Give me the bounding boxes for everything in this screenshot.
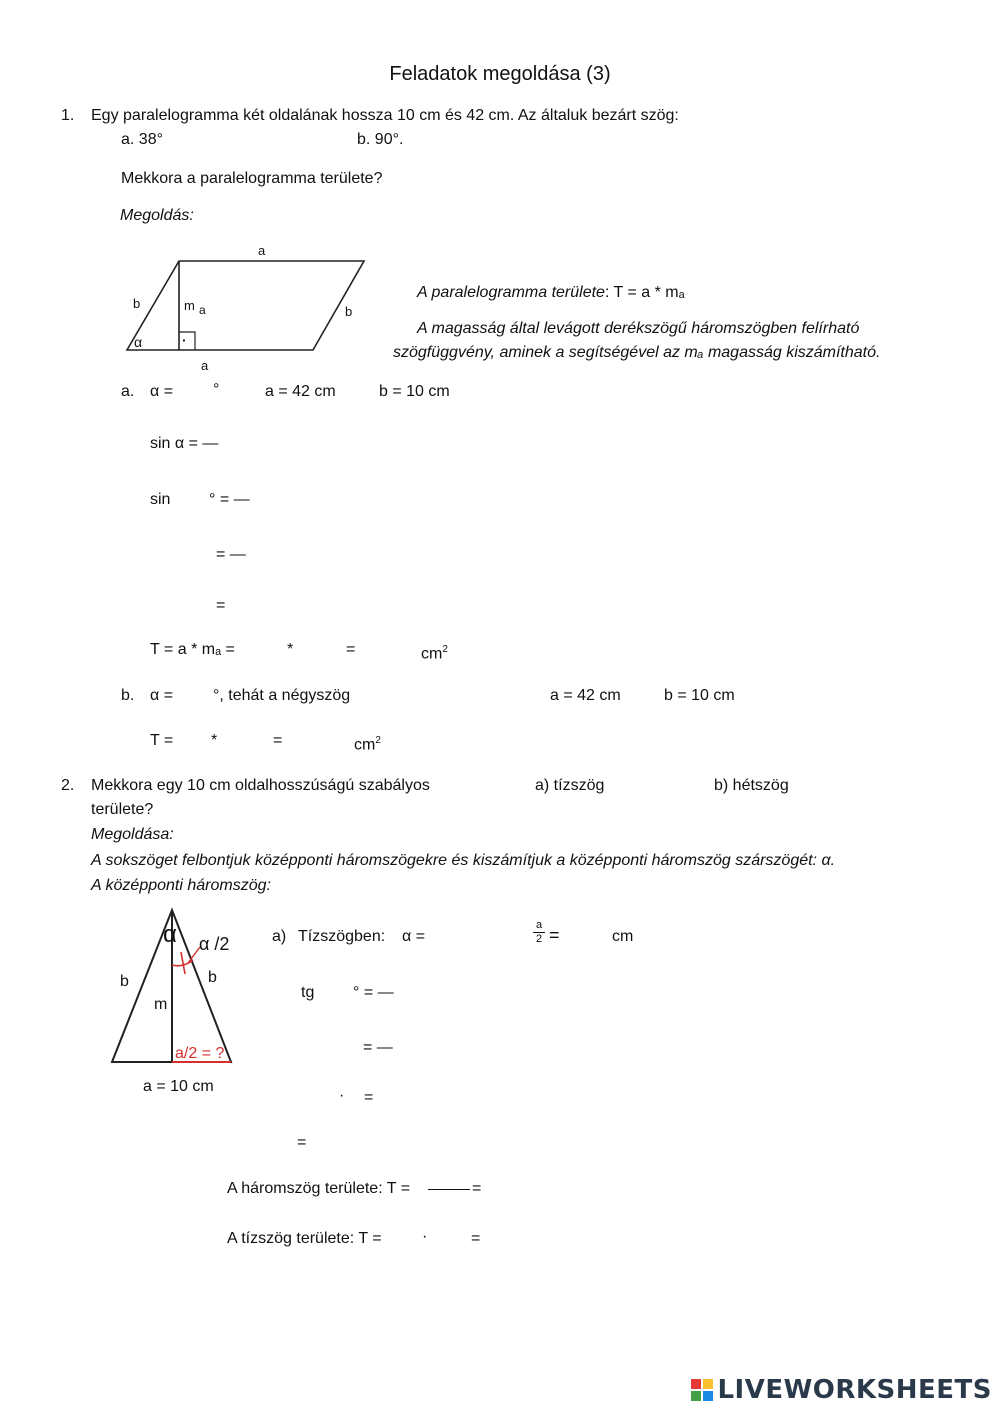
area-formula-prefix: A paralelogramma területe: [417, 284, 605, 301]
decagon-area-label: A tízszög területe: T =: [227, 1230, 382, 1247]
task2-number: 2.: [61, 777, 75, 794]
sin-label: sin: [150, 491, 171, 508]
task2a-decagon-label: Tízszögben:: [298, 928, 386, 945]
diagram-a-bottom: a: [201, 358, 209, 373]
triangle-area-label: A háromszög területe: T =: [227, 1180, 411, 1197]
diagram-m-subscript: a: [199, 303, 206, 317]
tg-equation: ° = ―: [353, 984, 394, 1001]
unit-cm: cm: [354, 736, 376, 754]
part-b-b-value: b = 10 cm: [664, 687, 735, 704]
task2-text-continued: területe?: [91, 801, 154, 818]
multiply-dot: ·: [339, 1087, 345, 1104]
equation-step-1: = ―: [216, 546, 246, 563]
part-a-label: a.: [121, 383, 135, 400]
sin-alpha-equation: sin α = ―: [150, 435, 219, 452]
triangle-area-equals: =: [472, 1180, 482, 1197]
fraction-numerator: a: [535, 919, 543, 931]
unit-cm: cm: [421, 645, 443, 663]
diagram-b-right: b: [345, 304, 353, 319]
task2-description: A sokszöget felbontjuk középponti háromszögekre és kiszámítjuk a középponti háromszög szárszögét: α.: [91, 852, 836, 869]
part-b-area-equals: =: [273, 732, 283, 749]
task2-option-a: a) tízszög: [535, 777, 605, 794]
part-b-degree-text: °, tehát a négyszög: [213, 687, 351, 704]
logo-square-green: [691, 1391, 701, 1401]
task1-text: Egy paralelogramma két oldalának hossza 10 cm és 42 cm. Az általuk bezárt szög:: [91, 107, 679, 124]
height-explanation-2: szögfüggvény, aminek a segítségével az mₐ magasság kiszámítható.: [393, 344, 881, 361]
logo-square-blue: [703, 1391, 713, 1401]
task2a-label: a): [272, 928, 287, 945]
diagram-b-left: b: [133, 296, 141, 311]
task1-option-b: b. 90°.: [357, 131, 404, 148]
unit-superscript: 2: [375, 735, 381, 746]
task1-number: 1.: [61, 107, 75, 124]
diagram-a-top: a: [258, 243, 266, 258]
multiply-equals: =: [364, 1089, 374, 1106]
part-a-area-equals: =: [346, 641, 356, 658]
task2a-cm: cm: [612, 928, 634, 945]
part-b-a-value: a = 42 cm: [550, 687, 621, 704]
logo-mark: [691, 1379, 713, 1401]
triangle-half-base: a/2 = ?: [175, 1045, 225, 1062]
height-explanation-1: A magasság által levágott derékszögű háromszögben felírható: [417, 320, 860, 337]
logo-square-yellow: [703, 1379, 713, 1389]
task2-solution-heading: Megoldása:: [91, 826, 174, 843]
diagram-right-angle-dot: ·: [182, 332, 187, 348]
fraction-equals: =: [549, 925, 560, 945]
task1-solution-heading: Megoldás:: [120, 207, 194, 224]
fraction-denominator: 2: [535, 933, 543, 945]
part-b-area: T =: [150, 732, 174, 749]
part-a-a-value: a = 42 cm: [265, 383, 336, 400]
task2-text: Mekkora egy 10 cm oldalhosszúságú szabályos: [91, 777, 430, 794]
triangle-alpha-half: α /2: [199, 934, 230, 954]
task1-question: Mekkora a paralelogramma területe?: [121, 170, 383, 187]
triangle-m: m: [154, 996, 168, 1013]
sin-degree-equation: ° = ―: [209, 491, 250, 508]
task2-option-b: b) hétszög: [714, 777, 789, 794]
triangle-base: a = 10 cm: [143, 1078, 214, 1095]
part-b-area-star: *: [211, 732, 218, 749]
tg-label: tg: [301, 984, 315, 1001]
part-a-area-formula: T = a * mₐ =: [150, 641, 235, 658]
decagon-area-dot: ·: [422, 1228, 428, 1245]
diagram-alpha: α: [134, 334, 143, 350]
part-a-area-star: *: [287, 641, 294, 658]
part-b-label: b.: [121, 687, 135, 704]
task2-central-triangle-heading: A középponti háromszög:: [91, 877, 271, 894]
unit-superscript: 2: [442, 644, 448, 655]
diagram-m-label: m: [184, 298, 195, 313]
part-a-b-value: b = 10 cm: [379, 383, 450, 400]
part-a-degree: °: [213, 381, 220, 398]
logo-text: LIVEWORKSHEETS: [717, 1375, 992, 1405]
half-angle-tick: [181, 952, 185, 974]
triangle-alpha: α: [163, 921, 177, 948]
half-a-fraction: [533, 920, 545, 945]
equation-step-2: =: [216, 597, 226, 614]
part-a-alpha: α =: [150, 383, 174, 400]
result-equals: =: [297, 1134, 307, 1151]
area-formula: : T = a * mₐ: [604, 284, 685, 301]
task2a-alpha: α =: [402, 928, 426, 945]
triangle-area-fraction-bar: [428, 1189, 470, 1190]
task1-option-a: a. 38°: [121, 131, 163, 148]
triangle-b-right: b: [208, 969, 217, 986]
logo-square-red: [691, 1379, 701, 1389]
page-title: Feladatok megoldása (3): [389, 63, 611, 85]
decagon-area-equals: =: [471, 1230, 481, 1247]
triangle-b-left: b: [120, 973, 129, 990]
tg-step-1: = ―: [363, 1039, 393, 1056]
liveworksheets-logo: [691, 1373, 992, 1407]
part-b-alpha: α =: [150, 687, 174, 704]
